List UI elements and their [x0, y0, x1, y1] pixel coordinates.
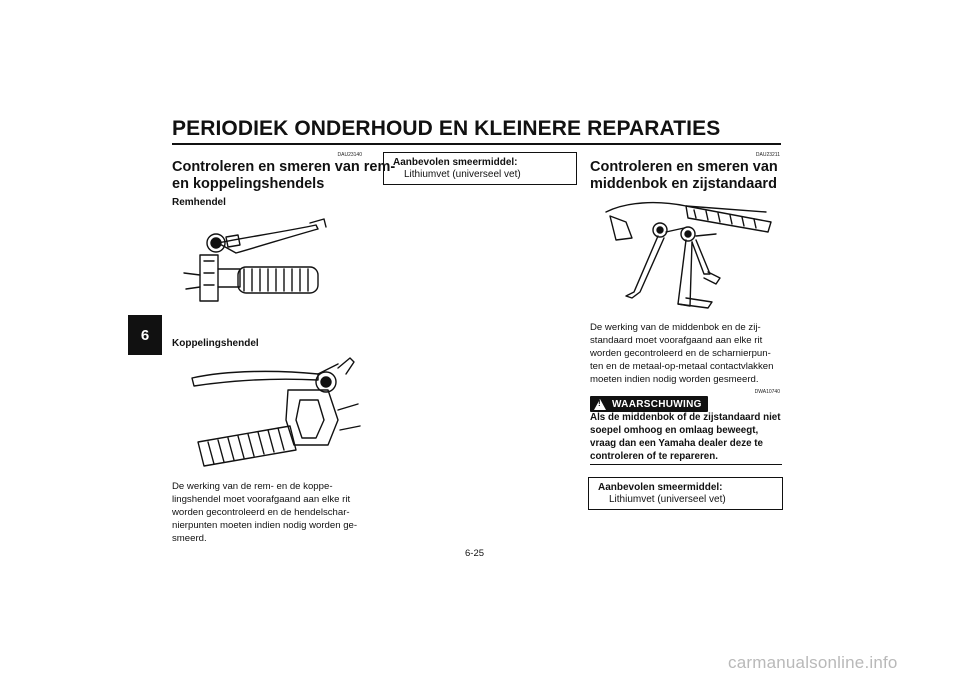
brake-lever-illustration — [178, 215, 350, 310]
warning-text — [590, 411, 782, 463]
warning-badge — [590, 396, 708, 412]
body-line: ten en de metaal-op-metaal contactvlakken — [590, 361, 774, 372]
body-line: nierpunten moeten indien nodig worden ge- — [172, 520, 358, 531]
lubricant-box-2 — [588, 477, 783, 510]
page-title: PERIODIEK ONDERHOUD EN KLEINERE REPARATIES — [172, 117, 721, 140]
lubricant-value: Lithiumvet (universeel vet) — [404, 169, 521, 180]
clutch-lever-label: Koppelingshendel — [172, 338, 259, 349]
section-title-line: Controleren en smeren van rem- — [172, 159, 396, 175]
warning-line: controleren of te repareren. — [590, 451, 718, 462]
section-code: DAU23140 — [337, 152, 362, 158]
header-rule — [172, 143, 781, 145]
body-line: De werking van de middenbok en de zij- — [590, 322, 761, 333]
section-title-stands — [590, 159, 778, 193]
stand-illustration — [596, 192, 778, 314]
body-line: De werking van de rem- en de koppe- — [172, 481, 333, 492]
warning-triangle-icon — [594, 399, 606, 410]
body-line: worden gecontroleerd en de scharnierpun- — [590, 348, 771, 359]
warning-label: WAARSCHUWING — [612, 398, 702, 410]
section-title-line: Controleren en smeren van — [590, 159, 778, 175]
clutch-lever-illustration — [178, 350, 363, 475]
warning-line: soepel omhoog en omlaag beweegt, — [590, 425, 759, 436]
section-title-line: middenbok en zijstandaard — [590, 176, 777, 192]
warning-rule — [590, 464, 782, 465]
warning-line: Als de middenbok of de zijstandaard niet — [590, 412, 781, 423]
lubricant-box — [383, 152, 577, 185]
section-title-line: en koppelingshendels — [172, 176, 325, 192]
body-line: worden gecontroleerd en de hendelschar- — [172, 507, 350, 518]
watermark: carmanualsonline.info — [728, 653, 898, 672]
body-line: smeerd. — [172, 533, 207, 544]
warning-code: DWA10740 — [754, 389, 780, 395]
body-line: lingshendel moet voorafgaand aan elke rit — [172, 494, 351, 505]
lubricant-label: Aanbevolen smeermiddel: — [393, 157, 518, 168]
brake-lever-label: Remhendel — [172, 197, 226, 208]
chapter-tab: 6 — [128, 315, 162, 355]
section-code: DAU23211 — [755, 152, 780, 158]
section-title-levers — [172, 159, 395, 193]
lubricant-value: Lithiumvet (universeel vet) — [609, 494, 726, 505]
stands-description — [590, 321, 782, 386]
body-line: moeten indien nodig worden gesmeerd. — [590, 374, 759, 385]
page-number: 6-25 — [465, 548, 485, 559]
levers-description — [172, 480, 368, 545]
warning-line: vraag dan een Yamaha dealer deze te — [590, 438, 763, 449]
lubricant-label: Aanbevolen smeermiddel: — [598, 482, 723, 493]
body-line: standaard moet voorafgaand aan elke rit — [590, 335, 763, 346]
